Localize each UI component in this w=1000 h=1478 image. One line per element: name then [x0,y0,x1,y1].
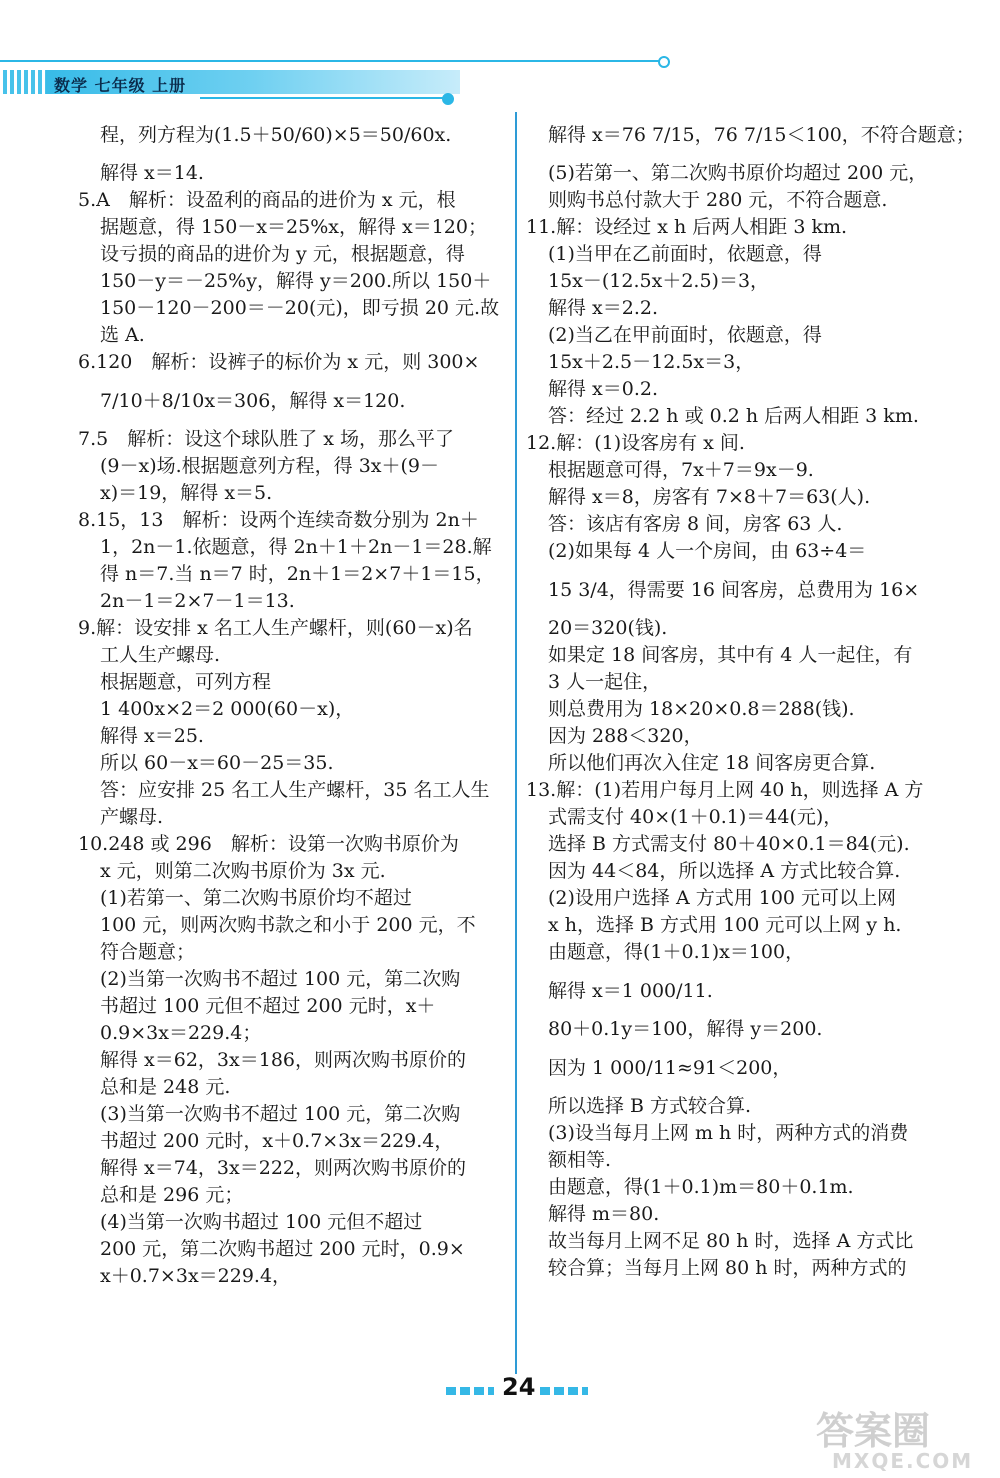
text-line: 150－120－200＝－20(元)，即亏损 20 元.故 [100,297,500,319]
text-line: 总和是 248 元. [100,1076,231,1098]
text-line: 15 3/4，得需要 16 间客房，总费用为 16× [548,579,920,601]
text-line: 工人生产螺母. [100,644,221,666]
text-line: 15x＋2.5－12.5x＝3， [548,351,755,373]
text-line: 7/10＋8/10x＝306，解得 x＝120. [100,390,406,412]
answer-9: 9.解：设安排 x 名工人生产螺杆，则(60－x)名 [78,617,473,639]
answer-11: 11.解：设经过 x h 后两人相距 3 km. [526,216,848,238]
right-column [526,110,975,1282]
answer-10: 10.248 或 296 解析：设第一次购书原价为 [78,833,459,855]
text-line: x 元，则第二次购书原价为 3x 元. [100,860,386,882]
text-line: (1)若第一、第二次购书原价均不超过 [100,887,412,909]
header-rule-dot [442,93,454,105]
text-line: 故当每月上网不足 80 h 时，选择 A 方式比 [548,1230,914,1252]
text-line: 解得 m＝80. [548,1203,660,1225]
text-line: 0.9×3x＝229.4； [100,1022,262,1044]
text-line: (1)当甲在乙前面时，依题意，得 [548,243,822,265]
text-line: x＋0.7×3x＝229.4， [100,1265,292,1287]
text-line: (3)当第一次购书不超过 100 元，第二次购 [100,1103,461,1125]
text-line: x h，选择 B 方式用 100 元可以上网 y h. [548,914,902,936]
text-line: 答：经过 2.2 h 或 0.2 h 后两人相距 3 km. [548,405,919,427]
text-line: (2)当第一次购书不超过 100 元，第二次购 [100,968,461,990]
text-line: 根据题意可得，7x＋7＝9x－9. [548,459,814,481]
text-line: 答：应安排 25 名工人生产螺杆，35 名工人生 [100,779,490,801]
header-top-rule [0,60,660,62]
text-line: 解得 x＝62，3x＝186，则两次购书原价的 [100,1049,467,1071]
text-line: 15x－(12.5x＋2.5)＝3， [548,270,770,292]
text-line: 得 n＝7.当 n＝7 时，2n＋1＝2×7＋1＝15， [100,563,495,585]
text-line: 解得 x＝8，房客有 7×8＋7＝63(人). [548,486,871,508]
text-line: 20＝320(钱). [548,617,668,639]
answer-8: 8.15，13 解析：设两个连续奇数分别为 2n＋ [78,509,479,531]
text-line: 100 元，则两次购书款之和小于 200 元，不 [100,914,476,936]
text-line: 式需支付 40×(1＋0.1)＝44(元)， [548,806,843,828]
text-line: 符合题意； [100,941,196,963]
left-column [78,110,498,1290]
footer-dots-right [540,1387,588,1395]
answer-6: 6.120 解析：设裤子的标价为 x 元，则 300× [78,351,480,373]
book-title: 数学 七年级 上册 [54,76,187,95]
text-line: (2)当乙在甲前面时，依题意，得 [548,324,822,346]
text-line: 因为 288＜320， [548,725,703,747]
text-line: 则总费用为 18×20×0.8＝288(钱). [548,698,855,720]
answer-13: 13.解：(1)若用户每月上网 40 h，则选择 A 方 [526,779,924,801]
column-divider [515,112,517,1374]
text-line: 解得 x＝0.2. [548,378,659,400]
text-line: 据题意，得 150－x＝25%x，解得 x＝120； [100,216,487,238]
footer-dots-left [446,1387,494,1395]
text-line: 总和是 296 元； [100,1184,244,1206]
text-line: 程，列方程为(1.5＋50/60)×5＝50/60x. [100,124,452,146]
text-line: (3)设当每月上网 m h 时，两种方式的消费 [548,1122,909,1144]
text-line: 则购书总付款大于 280 元，不符合题意. [548,189,888,211]
text-line: 选择 B 方式需支付 80＋40×0.1＝84(元). [548,833,910,855]
text-line: 2n－1＝2×7－1＝13. [100,590,295,612]
text-line: 解得 x＝74，3x＝222，则两次购书原价的 [100,1157,467,1179]
text-line: 解得 x＝25. [100,725,204,747]
watermark-main: 答案圈 [816,1409,931,1453]
watermark-sub: MXQE.COM [832,1449,974,1472]
text-line: 如果定 18 间客房，其中有 4 人一起住，有 [548,644,913,666]
text-line: (4)当第一次购书超过 100 元但不超过 [100,1211,423,1233]
text-line: 解得 x＝14. [100,162,204,184]
text-line: 书超过 100 元但不超过 200 元时，x＋ [100,995,436,1017]
text-line: 解得 x＝2.2. [548,297,659,319]
text-line: 设亏损的商品的进价为 y 元，根据题意，得 [100,243,465,265]
text-line: (2)设用户选择 A 方式用 100 元可以上网 [548,887,897,909]
text-line: 1，2n－1.依题意，得 2n＋1＋2n－1＝28.解 [100,536,492,558]
answer-12: 12.解：(1)设客房有 x 间. [526,432,745,454]
text-line: 选 A. [100,324,145,346]
text-line: 由题意，得(1＋0.1)x＝100， [548,941,805,963]
text-line: 3 人一起住， [548,671,662,693]
text-line: 150－y＝－25%y，解得 y＝200.所以 150＋ [100,270,492,292]
text-line: 因为 1 000/11≈91＜200， [548,1057,792,1079]
header-bottom-rule [200,97,445,99]
text-line: 产螺母. [100,806,164,828]
text-line: 1 400x×2＝2 000(60－x)， [100,698,355,720]
text-line: x)＝19，解得 x＝5. [100,482,273,504]
text-line: 所以 60－x＝60－25＝35. [100,752,334,774]
text-line: 80＋0.1y＝100，解得 y＝200. [548,1018,823,1040]
text-line: 所以选择 B 方式较合算. [548,1095,752,1117]
answer-7: 7.5 解析：设这个球队胜了 x 场，那么平了 [78,428,455,450]
text-line: 由题意，得(1＋0.1)m＝80＋0.1m. [548,1176,854,1198]
text-line: (9－x)场.根据题意列方程，得 3x＋(9－ [100,455,440,477]
text-line: 答：该店有客房 8 间，房客 63 人. [548,513,843,535]
text-line: 额相等. [548,1149,612,1171]
text-line: 解得 x＝1 000/11. [548,980,713,1002]
answer-5: 5.A 解析：设盈利的商品的进价为 x 元，根 [78,189,456,211]
text-line: (2)如果每 4 人一个房间，由 63÷4＝ [548,540,867,562]
text-line: 根据题意，可列方程 [100,671,272,693]
text-line: 所以他们再次入住定 18 间客房更合算. [548,752,876,774]
text-line: 较合算；当每月上网 80 h 时，两种方式的 [548,1257,907,1279]
text-line: 200 元，第二次购书超过 200 元时，0.9× [100,1238,465,1260]
page-number: 24 [502,1373,536,1401]
text-line: 解得 x＝76 7/15，76 7/15＜100，不符合题意； [548,124,975,146]
text-line: (5)若第一、第二次购书原价均超过 200 元， [548,162,928,184]
header-rule-end-dot [658,56,670,68]
watermark-logo [810,1400,986,1472]
header-stripes [0,70,46,94]
text-line: 因为 44＜84，所以选择 A 方式比较合算. [548,860,901,882]
text-line: 书超过 200 元时，x＋0.7×3x＝229.4， [100,1130,454,1152]
